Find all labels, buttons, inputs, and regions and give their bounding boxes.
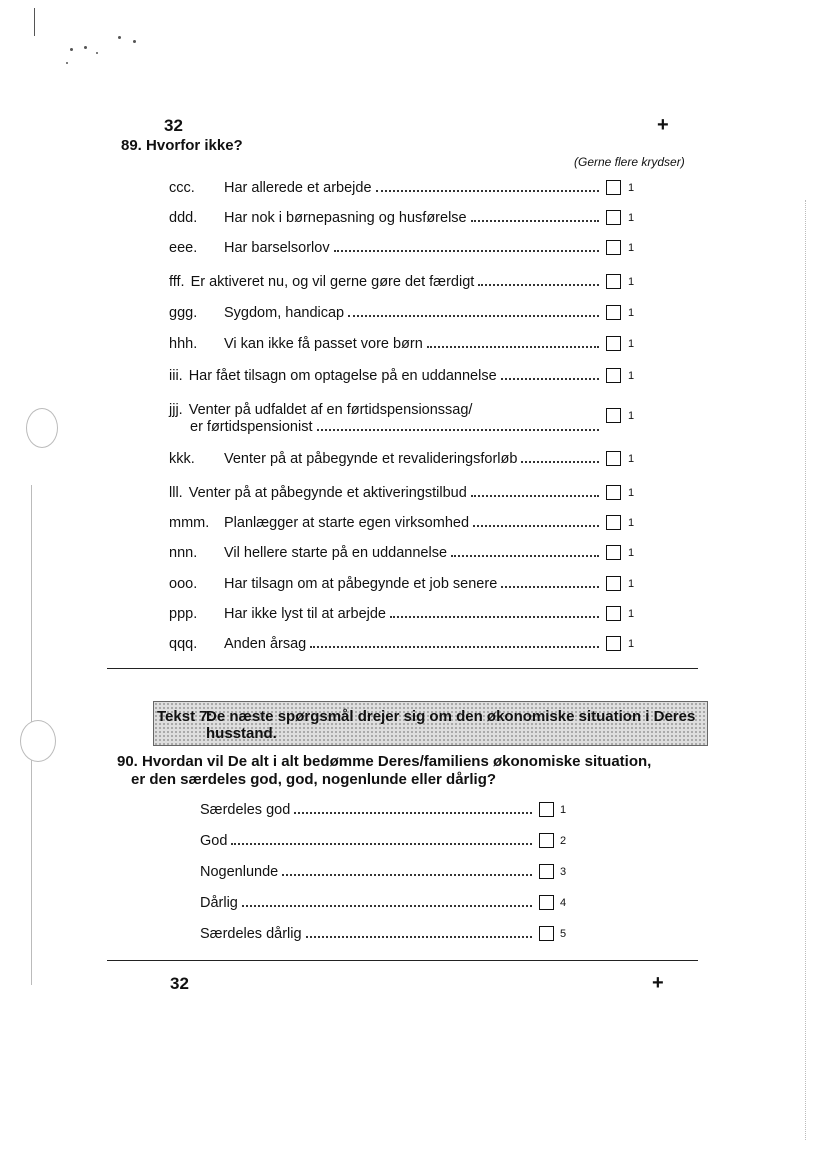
answer-code: 1 [628, 608, 635, 620]
q89-checkbox[interactable] [606, 305, 621, 320]
option-code: ccc. [169, 180, 195, 196]
option-label: Har fået tilsagn om optagelse på en uddannelse [188, 368, 497, 384]
option-label: Nogenlunde [200, 864, 279, 880]
q89-checkbox[interactable] [606, 408, 621, 423]
leader-dots [294, 812, 532, 814]
question-90-title-line2: er den særdeles god, god, nogenlunde eller dårlig? [131, 771, 497, 788]
option-code: ppp. [169, 606, 198, 622]
option-code: ooo. [169, 576, 198, 592]
leader-dots [478, 284, 599, 286]
answer-code: 1 [628, 410, 635, 422]
option-label: Særdeles dårlig [200, 926, 302, 942]
punch-hole [26, 408, 58, 448]
option-label: Anden årsag [224, 636, 307, 652]
q90-option-row [200, 798, 536, 818]
tekst-7-text: De næste spørgsmål drejer sig om den økonomiske situation i Deres husstand. [206, 708, 696, 742]
q89-option-row [169, 206, 603, 226]
scan-edge-line [805, 200, 806, 1140]
q89-option-row [169, 176, 603, 196]
q89-option-row-continued [190, 415, 603, 435]
option-code: jjj. [169, 402, 183, 418]
q90-checkbox[interactable] [539, 802, 554, 817]
answer-code: 1 [628, 578, 635, 590]
option-code: nnn. [169, 545, 198, 561]
q90-checkbox[interactable] [539, 926, 554, 941]
q89-option-row [169, 332, 603, 352]
answer-code: 1 [628, 212, 635, 224]
q89-checkbox[interactable] [606, 274, 621, 289]
option-code: mmm. [169, 515, 210, 531]
speck [133, 40, 136, 43]
q89-checkbox[interactable] [606, 368, 621, 383]
q89-checkbox[interactable] [606, 336, 621, 351]
q90-checkbox[interactable] [539, 895, 554, 910]
option-label: Har tilsagn om at påbegynde et job senere [224, 576, 498, 592]
leader-dots [473, 525, 599, 527]
q89-option-row [169, 236, 603, 256]
leader-dots [501, 586, 599, 588]
plus-mark-top: + [657, 114, 669, 136]
q89-option-row [169, 364, 603, 384]
option-label: Har allerede et arbejde [224, 180, 372, 196]
q89-checkbox[interactable] [606, 240, 621, 255]
tekst-7-box [153, 701, 708, 746]
divider [107, 960, 698, 961]
answer-code: 4 [560, 897, 567, 909]
option-label: Har nok i børnepasning og husførelse [224, 210, 467, 226]
q90-checkbox[interactable] [539, 864, 554, 879]
option-code: hhh. [169, 336, 198, 352]
answer-code: 1 [628, 276, 635, 288]
option-code: ggg. [169, 305, 198, 321]
question-90-title: 90. Hvordan vil De alt i alt bedømme Deres/familiens økonomiske situation, [117, 753, 652, 770]
option-label: Vi kan ikke få passet vore børn [224, 336, 423, 352]
leader-dots [242, 905, 532, 907]
option-label: Venter på at påbegynde et aktiveringstilbud [188, 485, 467, 501]
q90-option-row [200, 922, 536, 942]
answer-code: 1 [628, 517, 635, 529]
q89-checkbox[interactable] [606, 210, 621, 225]
q89-option-row [169, 481, 603, 501]
option-label: Særdeles god [200, 802, 291, 818]
leader-dots [334, 250, 599, 252]
option-label: Dårlig [200, 895, 238, 911]
leader-dots [306, 936, 532, 938]
option-label: Venter på udfaldet af en førtidspensionssag/ [188, 402, 473, 418]
leader-dots [376, 190, 599, 192]
speck [70, 48, 73, 51]
q89-option-row [169, 301, 603, 321]
speck [96, 52, 98, 54]
q89-checkbox[interactable] [606, 576, 621, 591]
leader-dots [451, 555, 599, 557]
answer-code: 1 [628, 370, 635, 382]
answer-code: 1 [628, 487, 635, 499]
q90-checkbox[interactable] [539, 833, 554, 848]
option-code: fff. [169, 274, 185, 290]
leader-dots [390, 616, 599, 618]
option-label: Har barselsorlov [224, 240, 330, 256]
option-label: Er aktiveret nu, og vil gerne gøre det færdigt [190, 274, 475, 290]
q89-checkbox[interactable] [606, 485, 621, 500]
option-code: ddd. [169, 210, 198, 226]
speck [84, 46, 87, 49]
q90-option-row [200, 891, 536, 911]
option-code: qqq. [169, 636, 198, 652]
leader-dots [427, 346, 599, 348]
q89-checkbox[interactable] [606, 606, 621, 621]
option-label: Venter på at påbegynde et revalideringsforløb [224, 451, 518, 467]
option-code: iii. [169, 368, 183, 384]
answer-code: 3 [560, 866, 567, 878]
q89-option-row [169, 632, 603, 652]
page-number-top: 32 [164, 116, 183, 135]
answer-code: 1 [628, 547, 635, 559]
option-label: Vil hellere starte på en uddannelse [224, 545, 448, 561]
q90-option-row [200, 829, 536, 849]
option-code: lll. [169, 485, 183, 501]
answer-code: 1 [628, 242, 635, 254]
q89-option-row [169, 541, 603, 561]
leader-dots [521, 461, 599, 463]
question-89-title: 89. Hvorfor ikke? [121, 137, 243, 154]
answer-code: 1 [628, 182, 635, 194]
punch-hole [20, 720, 56, 762]
answer-code: 1 [628, 338, 635, 350]
option-label-continued: er førtidspensionist [190, 419, 313, 435]
q90-option-row [200, 860, 536, 880]
leader-dots [231, 843, 532, 845]
speck [66, 62, 68, 64]
answer-code: 1 [628, 307, 635, 319]
option-label: Planlægger at starte egen virksomhed [224, 515, 470, 531]
q89-option-row [169, 398, 603, 418]
q89-checkbox[interactable] [606, 515, 621, 530]
q89-option-row [169, 572, 603, 592]
q89-checkbox[interactable] [606, 636, 621, 651]
option-label: Sygdom, handicap [224, 305, 345, 321]
answer-code: 5 [560, 928, 567, 940]
scan-edge-line [34, 8, 35, 36]
leader-dots [471, 495, 599, 497]
q89-checkbox[interactable] [606, 545, 621, 560]
page-number-bottom: 32 [170, 974, 189, 993]
answer-code: 1 [560, 804, 567, 816]
leader-dots [501, 378, 599, 380]
option-code: eee. [169, 240, 198, 256]
q89-checkbox[interactable] [606, 451, 621, 466]
option-code: kkk. [169, 451, 195, 467]
option-label: Har ikke lyst til at arbejde [224, 606, 386, 622]
tekst-7-label: Tekst 7: [157, 708, 213, 725]
plus-mark-bottom: + [652, 972, 664, 994]
answer-code: 1 [628, 638, 635, 650]
q89-option-row [169, 447, 603, 467]
speck [118, 36, 121, 39]
q89-option-row [169, 511, 603, 531]
q89-option-row [169, 270, 603, 290]
leader-dots [348, 315, 599, 317]
option-label: God [200, 833, 228, 849]
q89-option-row [169, 602, 603, 622]
leader-dots [317, 429, 600, 431]
leader-dots [471, 220, 599, 222]
leader-dots [282, 874, 532, 876]
answer-code: 2 [560, 835, 567, 847]
q89-checkbox[interactable] [606, 180, 621, 195]
leader-dots [310, 646, 599, 648]
answer-code: 1 [628, 453, 635, 465]
divider [107, 668, 698, 669]
multiple-answers-note: (Gerne flere krydser) [574, 155, 685, 169]
